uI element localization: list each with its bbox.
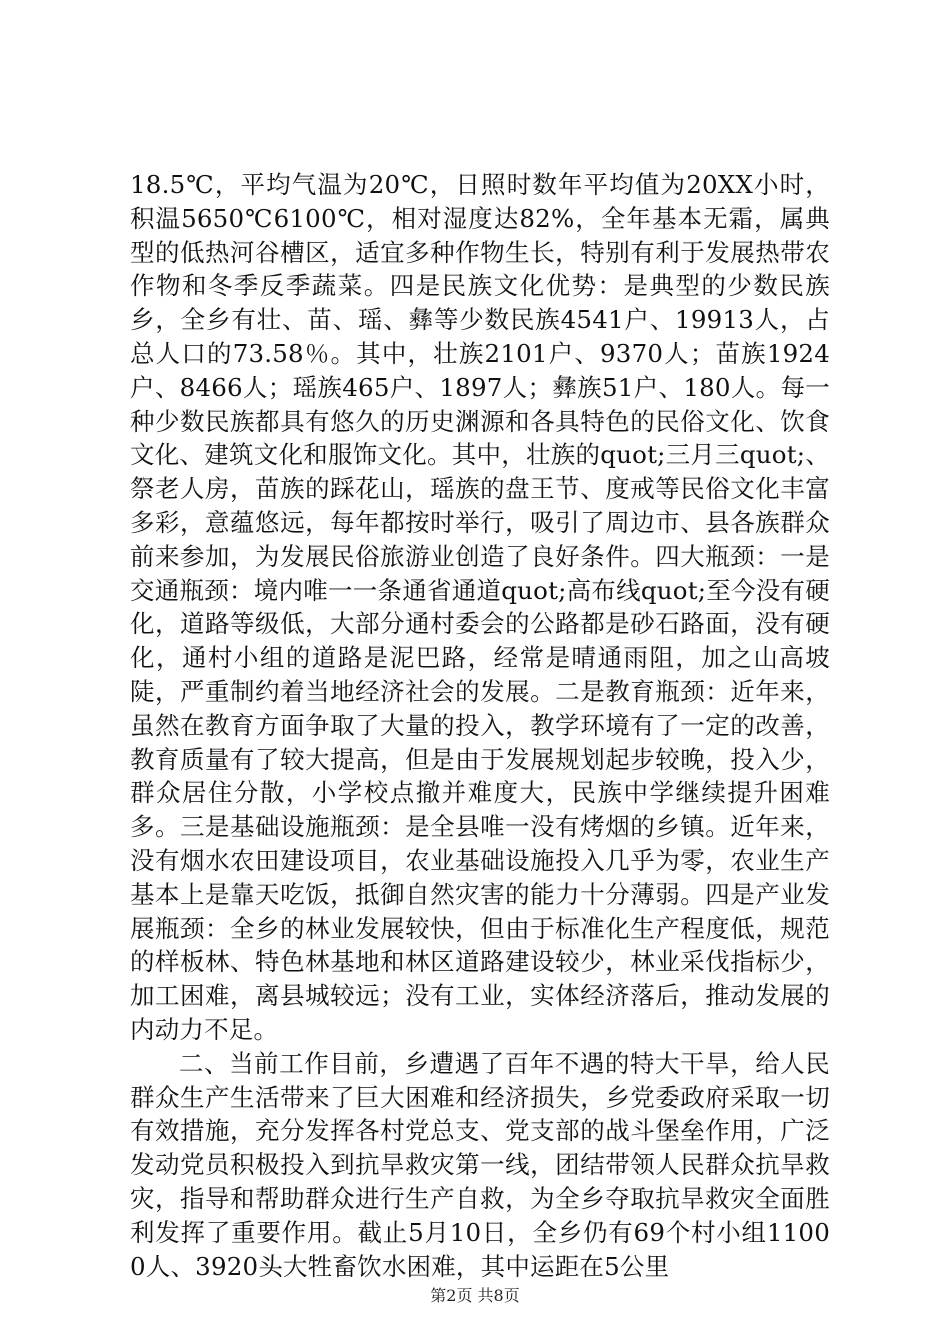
document-body [130, 168, 830, 1283]
body-paragraph-2: 二、当前工作目前，乡遭遇了百年不遇的特大干旱，给人民群众生产生活带来了巨大困难和经济损失，乡党委政府采取一切有效措施，充分发挥各村党总支、党支部的战斗堡垒作用，广泛发动党员积极投入到抗旱救灾第一线，团结带领人民群众抗旱救灾，指导和帮助群众进行生产自救，为全乡夺取抗旱救灾全面胜利发挥了重要作用。截止5月10日，全乡仍有69个村小组11000人、3920头大牲畜饮水困难，其中运距在5公里 [130, 1048, 830, 1281]
page-number-label: 第2页 共8页 [430, 1286, 520, 1305]
body-paragraph-1: 18.5℃，平均气温为20℃，日照时数年平均值为20XX小时，积温5650℃6100℃，相对湿度达82%，全年基本无霜，属典型的低热河谷槽区，适宜多种作物生长，特别有利于发展热带农作物和冬季反季蔬菜。四是民族文化优势：是典型的少数民族乡，全乡有壮、苗、瑶、彝等少数民族4541户、19913人，占总人口的73.58％。其中，壮族2101户、9370人；苗族1924户、8466人；瑶族465户、1897人；彝族51户、180人。每一种少数民族都具有悠久的历史渊源和各具特色的民俗文化、饮食文化、建筑文化和服饰文化。其中，壮族的quot;三月三quot;、祭老人房，苗族的踩花山，瑶族的盘王节、度戒等民俗文化丰富多彩，意蕴悠远，每年都按时举行，吸引了周边市、县各族群众前来参加，为发展民俗旅游业创造了良好条件。四大瓶颈：一是交通瓶颈：境内唯一一条通省通道quot;高布线quot;至今没有硬化，道路等级低，大部分通村委会的公路都是砂石路面，没有硬化，通村小组的道路是泥巴路，经常是晴通雨阻，加之山高坡陡，严重制约着当地经济社会的发展。二是教育瓶颈：近年来，虽然在教育方面争取了大量的投入，教学环境有了一定的改善，教育质量有了较大提高，但是由于发展规划起步较晚，投入少，群众居住分散，小学校点撤并难度大，民族中学继续提升困难多。三是基础设施瓶颈：是全县唯一没有烤烟的乡镇。近年来，没有烟水农田建设项目，农业基础设施投入几乎为零，农业生产基本上是靠天吃饭，抵御自然灾害的能力十分薄弱。四是产业发展瓶颈：全乡的林业发展较快，但由于标准化生产程度低，规范的样板林、特色林基地和林区道路建设较少，林业采伐指标少，加工困难，离县城较远；没有工业，实体经济落后，推动发展的内动力不足。 [130, 170, 830, 1044]
page-footer [0, 1286, 950, 1306]
